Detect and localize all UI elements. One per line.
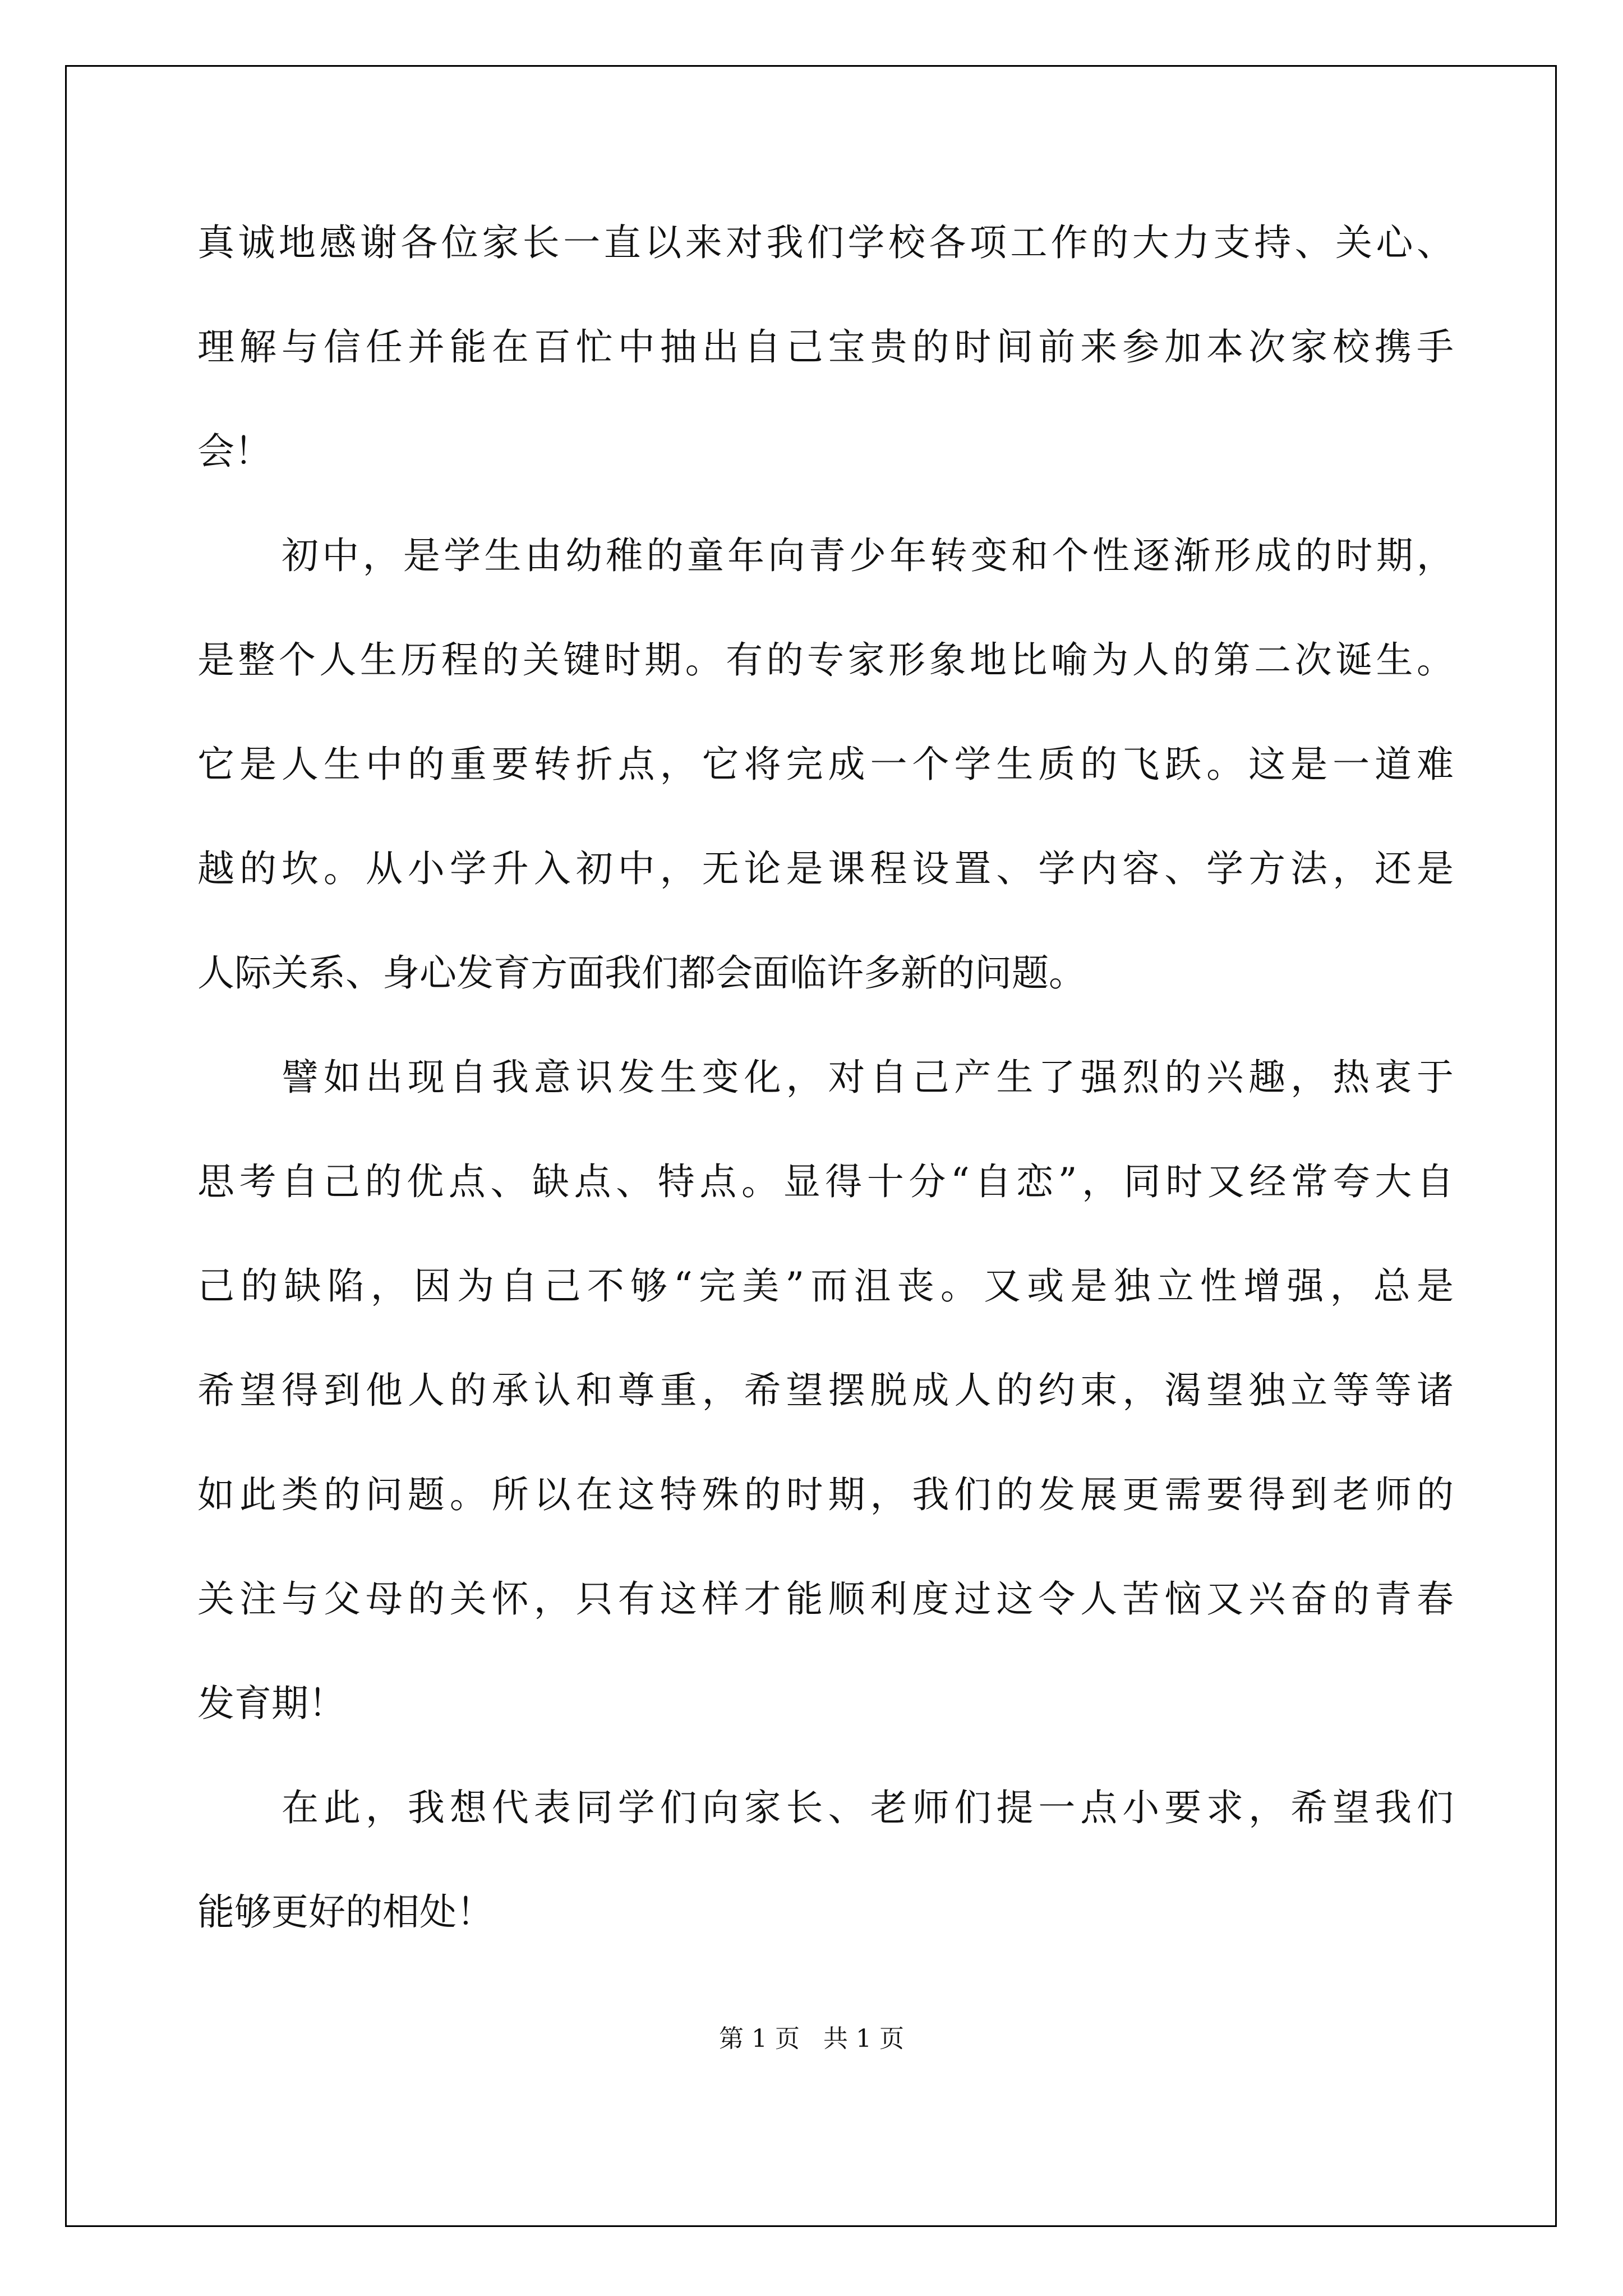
- paragraph-2-line-1: 初中，是学生由幼稚的童年向青少年转变和个性逐渐形成的时期，: [282, 534, 1454, 577]
- paragraph-2-line-2: 是整个人生历程的关键时期。有的专家形象地比喻为人的第二次诞生。: [197, 638, 1454, 682]
- paragraph-3-line-5: 如此类的问题。所以在这特殊的时期，我们的发展更需要得到老师的: [197, 1473, 1454, 1516]
- document-body: [197, 191, 1454, 1964]
- paragraph-2-line-3: 它是人生中的重要转折点，它将完成一个学生质的飞跃。这是一道难: [197, 743, 1454, 786]
- page-footer: 第 1 页 共 1 页: [719, 2024, 904, 2053]
- paragraph-3-line-2: 思考自己的优点、缺点、特点。显得十分“自恋”，同时又经常夸大自: [197, 1160, 1454, 1203]
- paragraph-3-line-6: 关注与父母的关怀，只有这样才能顺利度过这令人苦恼又兴奋的青春: [197, 1577, 1454, 1621]
- paragraph-1-line-1: 真诚地感谢各位家长一直以来对我们学校各项工作的大力支持、关心、: [197, 221, 1454, 264]
- paragraph-4-line-2: 能够更好的相处！: [197, 1890, 494, 1934]
- paragraph-4-line-1: 在此，我想代表同学们向家长、老师们提一点小要求，希望我们: [282, 1786, 1454, 1829]
- paragraph-3-line-4: 希望得到他人的承认和尊重，希望摆脱成人的约束，渴望独立等等诸: [197, 1369, 1454, 1412]
- paragraph-3-line-1: 譬如出现自我意识发生变化，对自己产生了强烈的兴趣，热衷于: [282, 1056, 1454, 1099]
- paragraph-2-line-5: 人际关系、身心发育方面我们都会面临许多新的问题。: [197, 951, 1086, 995]
- paragraph-2-line-4: 越的坎。从小学升入初中，无论是课程设置、学内容、学方法，还是: [197, 847, 1454, 890]
- paragraph-1-line-3: 会！: [197, 430, 271, 473]
- paragraph-3-line-7: 发育期！: [197, 1682, 345, 1725]
- paragraph-1-line-2: 理解与信任并能在百忙中抽出自己宝贵的时间前来参加本次家校携手: [197, 325, 1454, 369]
- paragraph-3-line-3: 己的缺陷，因为自己不够“完美”而沮丧。又或是独立性增强，总是: [197, 1264, 1454, 1308]
